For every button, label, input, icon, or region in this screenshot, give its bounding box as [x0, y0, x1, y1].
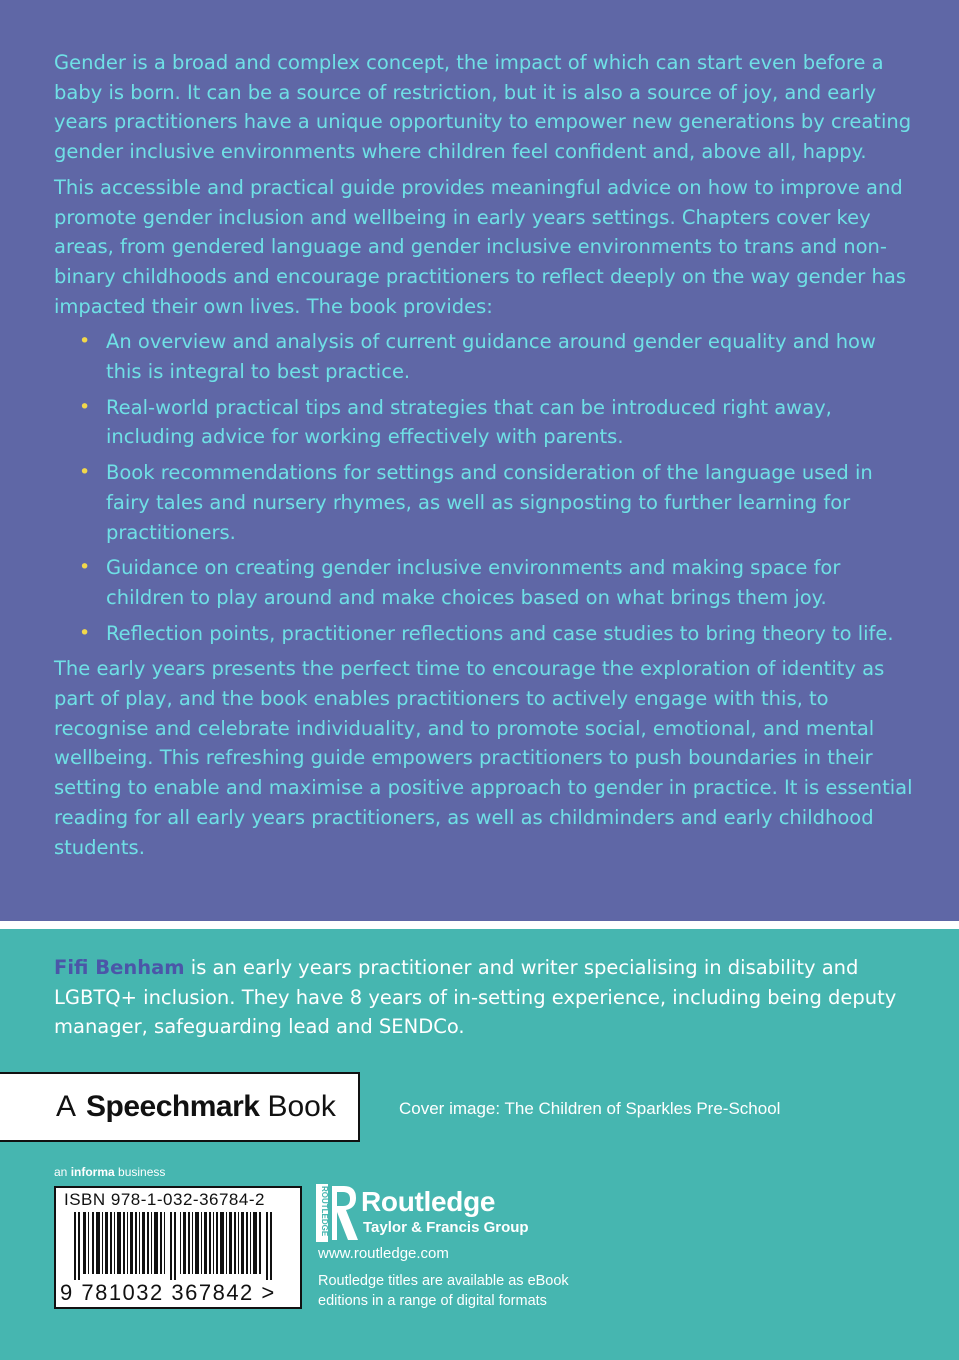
list-item: • An overview and analysis of current guidance around gender equality and how this is integral to best practice.: [54, 327, 914, 386]
taylor-francis-group: Taylor & Francis Group: [363, 1219, 529, 1236]
panel-divider: [0, 921, 959, 929]
list-item: • Guidance on creating gender inclusive environments and making space for children to play around and make choices based on what brings them joy.: [54, 553, 914, 612]
feature-list: [54, 327, 914, 648]
book-blurb: [54, 48, 914, 868]
bullet-icon: •: [79, 556, 91, 579]
informa-business-label: an informa business: [54, 1165, 166, 1179]
ebook-availability-note: Routledge titles are available as eBook editions in a range of digital formats: [318, 1273, 569, 1309]
routledge-url[interactable]: www.routledge.com: [318, 1245, 449, 1262]
barcode-bars: [56, 1212, 300, 1284]
blurb-paragraph-3: The early years presents the perfect time to encourage the exploration of identity as part of play, and the book enables practitioners to actively engage with this, to recognise and celebrate individuality, and to promote social, emotional, and mental wellbeing. This refreshing guide empowers practitioners to push boundaries in their setting to enable and maximise a positive approach to gender in practice. It is essential reading for all early years practitioners, as well as childminders and early childhood students.: [54, 657, 913, 859]
list-item: • Reflection points, practitioner reflections and case studies to bring theory to life.: [54, 619, 914, 649]
blurb-paragraph-2: This accessible and practical guide provides meaningful advice on how to improve and promote gender inclusion and wellbeing in early years settings. Chapters cover key areas, from gendered language and gender inclusive environments to trans and non-binary childhoods and encourage practitioners to reflect deeply on the way gender has impacted their own lives. The book provides:: [54, 175, 906, 318]
speechmark-prefix: A: [56, 1090, 77, 1123]
isbn-barcode: [54, 1186, 302, 1309]
bullet-icon: •: [79, 395, 91, 418]
speechmark-brand: Speechmark: [86, 1090, 260, 1123]
list-item: • Book recommendations for settings and consideration of the language used in fairy tales and nursery rhymes, as well as signposting to further learning for practitioners.: [54, 458, 914, 547]
barcode-digits: 9 781032 367842 >: [60, 1280, 276, 1305]
bullet-icon: •: [79, 621, 91, 644]
speechmark-suffix: Book: [267, 1090, 336, 1123]
author-bio: [54, 953, 914, 1042]
speechmark-book-label: [0, 1072, 360, 1142]
isbn-label: ISBN 978-1-032-36784-2: [64, 1190, 265, 1209]
author-name: Fifi Benham: [54, 956, 185, 979]
routledge-name: Routledge: [361, 1186, 496, 1217]
cover-image-credit: Cover image: The Children of Sparkles Pre-School: [399, 1099, 781, 1118]
blurb-paragraph-1: Gender is a broad and complex concept, the impact of which can start even before a baby is born. It can be a source of restriction, but it is also a source of joy, and early years practitioners have a unique opportunity to empower new generations by creating gender inclusive environments where children feel confident and, above all, happy.: [54, 51, 912, 164]
bullet-icon: •: [79, 330, 91, 353]
routledge-logo-icon: [316, 1184, 358, 1242]
author-bio-text: is an early years practitioner and writer specialising in disability and LGBTQ+ inclusion. They have 8 years of in-setting experience, including being deputy manager, safeguarding lead and SENDCo.: [54, 956, 897, 1039]
list-item: • Real-world practical tips and strategies that can be introduced right away, including advice for working effectively with parents.: [54, 393, 914, 452]
bullet-icon: •: [79, 461, 91, 484]
routledge-vertical-mark: ROUTLEDGE: [320, 1186, 329, 1237]
